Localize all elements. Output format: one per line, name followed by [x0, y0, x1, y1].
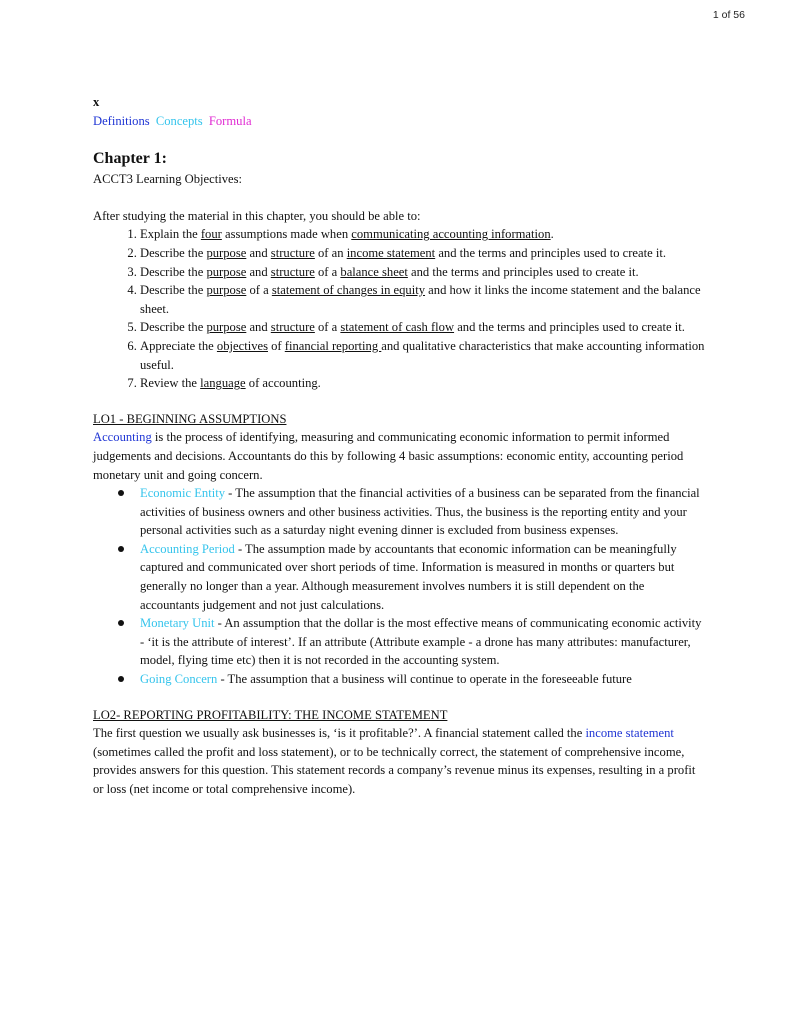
chapter-title: Chapter 1: [93, 150, 167, 168]
learning-objectives-list [93, 225, 705, 392]
legend-formula: Formula [208, 113, 252, 128]
objective-item: 1. Explain the four assumptions made when communicating accounting information. [140, 225, 705, 244]
lo2-paragraph: The first question we usually ask businesses is, ‘is it profitable?’. A financial statement called the income statement (sometimes called the profit and loss statement), or to be technically correct, the statement of comprehensive income, provides answers for this question. This statement records a company’s revenue minus its expenses, resulting in a profit or loss (net income or total comprehensive income). [93, 726, 696, 796]
assumption-item: Economic Entity - The assumption that the financial activities of a business can be separated from the financial activities of business owners and other business activities. Thus, the business is the reporting entity and your personal activities such as a saturday night evening dinner is excluded from business expenses. [140, 484, 705, 540]
legend-definitions: Definitions [93, 113, 150, 128]
term-income-statement: income statement [585, 726, 674, 741]
assumption-item: Monetary Unit - An assumption that the dollar is the most effective means of communicating economic activity - ‘it is the attribute of interest’. If an attribute (Attribute example - a drone has many attributes: manufacturer, model, flying time etc) then it is not recorded in the accounting system. [140, 614, 705, 670]
bullet-icon [118, 490, 124, 496]
page-number: 1 of 56 [712, 9, 745, 21]
subtitle: ACCT3 Learning Objectives: [93, 172, 242, 187]
objective-item: 6. Appreciate the objectives of financial reporting and qualitative characteristics that make accounting information useful. [140, 337, 705, 374]
term-accounting: Accounting [93, 430, 152, 445]
bullet-icon [118, 620, 124, 626]
assumptions-list [93, 484, 705, 689]
objective-item: 3. Describe the purpose and structure of a balance sheet and the terms and principles used to create it. [140, 263, 705, 282]
assumption-item: Accounting Period - The assumption made by accountants that economic information can be meaningfully captured and communicated over short periods of time. Information is measured in months or quarters but generally no longer than a year. Although measurement involves numbers it is still dependent on the accountants judgement and not just calculations. [140, 540, 705, 614]
legend-concepts: Concepts [155, 113, 203, 128]
bullet-icon [118, 546, 124, 552]
lo2-heading: LO2- REPORTING PROFITABILITY: THE INCOME STATEMENT [93, 707, 448, 722]
objective-item: 7. Review the language of accounting. [140, 374, 705, 393]
document-body [93, 93, 705, 799]
lo1-heading: LO1 - BEGINNING ASSUMPTIONS [93, 411, 287, 426]
assumption-item: Going Concern - The assumption that a business will continue to operate in the foreseeable future [140, 670, 705, 689]
objective-item: 2. Describe the purpose and structure of an income statement and the terms and principles used to create it. [140, 244, 705, 263]
lo1-paragraph: Accounting is the process of identifying, measuring and communicating economic information to permit informed judgements and decisions. Accountants do this by following 4 basic assumptions: economic entity, accounting period monetary unit and going concern. [93, 430, 684, 482]
intro-text: After studying the material in this chapter, you should be able to: [93, 208, 421, 223]
objective-item: 5. Describe the purpose and structure of a statement of cash flow and the terms and principles used to create it. [140, 318, 705, 337]
bullet-icon [118, 676, 124, 682]
color-legend [93, 112, 705, 131]
objective-item: 4. Describe the purpose of a statement of changes in equity and how it links the income statement and the balance sheet. [140, 281, 705, 318]
x-mark: x [93, 95, 100, 109]
